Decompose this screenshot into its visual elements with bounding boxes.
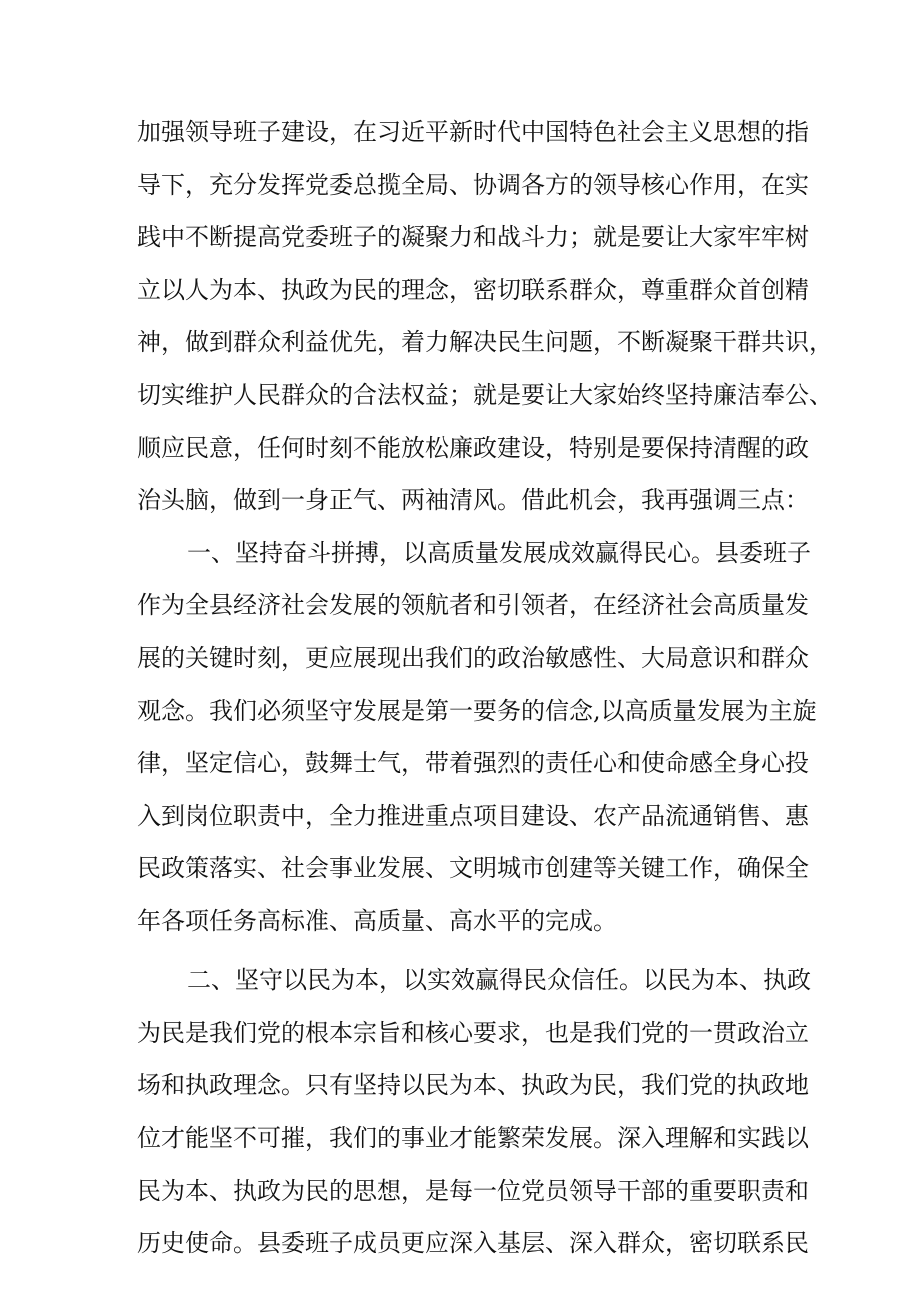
text-line: 二、坚守以民为本，以实效赢得民众信任。以民为本、执政 [187, 966, 811, 994]
text-line: 作为全县经济社会发展的领航者和引领者，在经济社会高质量发 [137, 591, 809, 619]
text-line: 治头脑，做到一身正气、两袖清风。借此机会，我再强调三点： [137, 486, 809, 514]
text-line: 民为本、执政为民的思想，是每一位党员领导干部的重要职责和 [137, 1177, 809, 1205]
text-line: 年各项任务高标准、高质量、高水平的完成。 [137, 907, 617, 935]
text-line: 践中不断提高党委班子的凝聚力和战斗力；就是要让大家牢牢树 [137, 223, 809, 251]
text-line: 展的关键时刻，更应展现出我们的政治敏感性、大局意识和群众 [137, 644, 809, 672]
text-line: 入到岗位职责中，全力推进重点项目建设、农产品流通销售、惠 [137, 802, 809, 830]
text-line: 观念。我们必须坚守发展是第一要务的信念,以高质量发展为主旋 [137, 697, 817, 725]
text-line: 神，做到群众利益优先，着力解决民生问题，不断凝聚干群共识， [137, 328, 833, 356]
text-line: 律，坚定信心，鼓舞士气，带着强烈的责任心和使命感全身心投 [137, 749, 809, 777]
text-line: 加强领导班子建设，在习近平新时代中国特色社会主义思想的指 [137, 118, 809, 146]
text-line: 导下，充分发挥党委总揽全局、协调各方的领导核心作用，在实 [137, 171, 809, 199]
text-line: 位才能坚不可摧，我们的事业才能繁荣发展。深入理解和实践以 [137, 1124, 809, 1152]
text-line: 历史使命。县委班子成员更应深入基层、深入群众，密切联系民 [137, 1229, 809, 1257]
text-line: 民政策落实、社会事业发展、文明城市创建等关键工作，确保全 [137, 854, 809, 882]
text-line: 为民是我们党的根本宗旨和核心要求，也是我们党的一贯政治立 [137, 1019, 809, 1047]
text-line: 一、坚持奋斗拼搏，以高质量发展成效赢得民心。县委班子 [187, 539, 811, 567]
text-line: 立以人为本、执政为民的理念，密切联系群众，尊重群众首创精 [137, 276, 809, 304]
text-line: 顺应民意，任何时刻不能放松廉政建设，特别是要保持清醒的政 [137, 434, 809, 462]
text-line: 场和执政理念。只有坚持以民为本、执政为民，我们党的执政地 [137, 1071, 809, 1099]
text-line: 切实维护人民群众的合法权益；就是要让大家始终坚持廉洁奉公、 [137, 381, 833, 409]
